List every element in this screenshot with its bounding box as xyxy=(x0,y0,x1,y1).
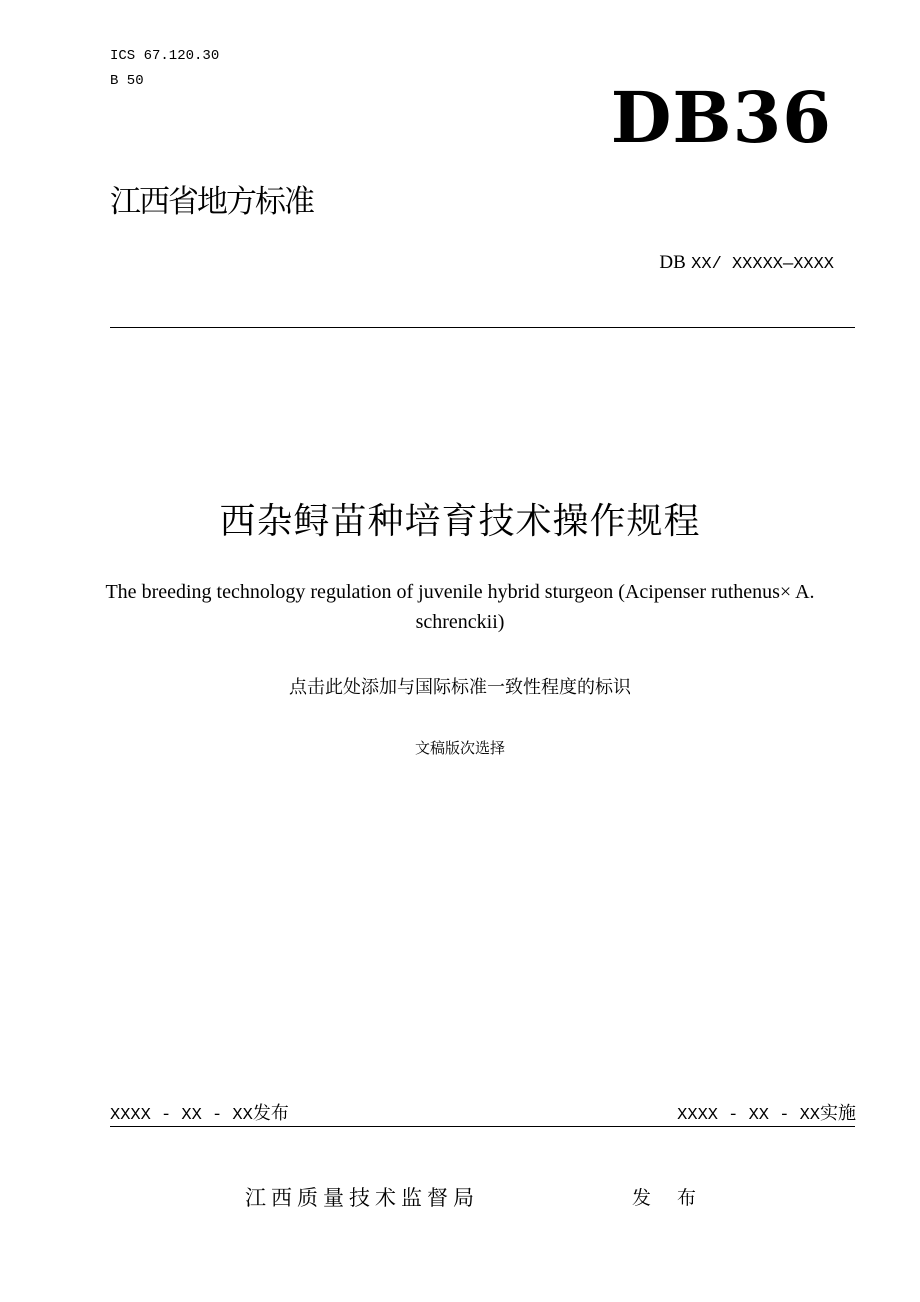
title-english: The breeding technology regulation of juvenile hybrid sturgeon (Acipenser ruthenus× A. schrenckii) xyxy=(105,581,815,633)
header-divider xyxy=(110,327,855,328)
db-code-logo: DB36 xyxy=(610,76,832,159)
implement-date-label: 实施 xyxy=(820,1103,856,1124)
footer-divider xyxy=(110,1126,855,1127)
issue-date-label: 发布 xyxy=(252,1103,289,1124)
standard-number-value: XX/ XXXXX—XXXX xyxy=(691,255,834,274)
consistency-note[interactable]: 点击此处添加与国际标准一致性程度的标识 xyxy=(289,677,631,698)
ccs-code: B 50 xyxy=(110,73,144,89)
issue-date xyxy=(110,1102,289,1128)
issuing-authority: 江西质量技术监督局 xyxy=(245,1186,479,1210)
implement-date-value: XXXX - XX - XX xyxy=(677,1106,820,1125)
standard-number xyxy=(659,252,834,276)
standard-type: 江西省地方标准 xyxy=(110,184,313,220)
issue-date-value: XXXX - XX - XX xyxy=(110,1106,253,1125)
draft-version-selector[interactable]: 文稿版次选择 xyxy=(414,739,505,757)
ics-code: ICS 67.120.30 xyxy=(110,48,220,64)
implement-date xyxy=(677,1102,856,1128)
release-label: 发 布 xyxy=(632,1187,707,1209)
standard-number-prefix: DB xyxy=(659,252,686,273)
title-chinese: 西杂鲟苗种培育技术操作规程 xyxy=(219,501,701,542)
